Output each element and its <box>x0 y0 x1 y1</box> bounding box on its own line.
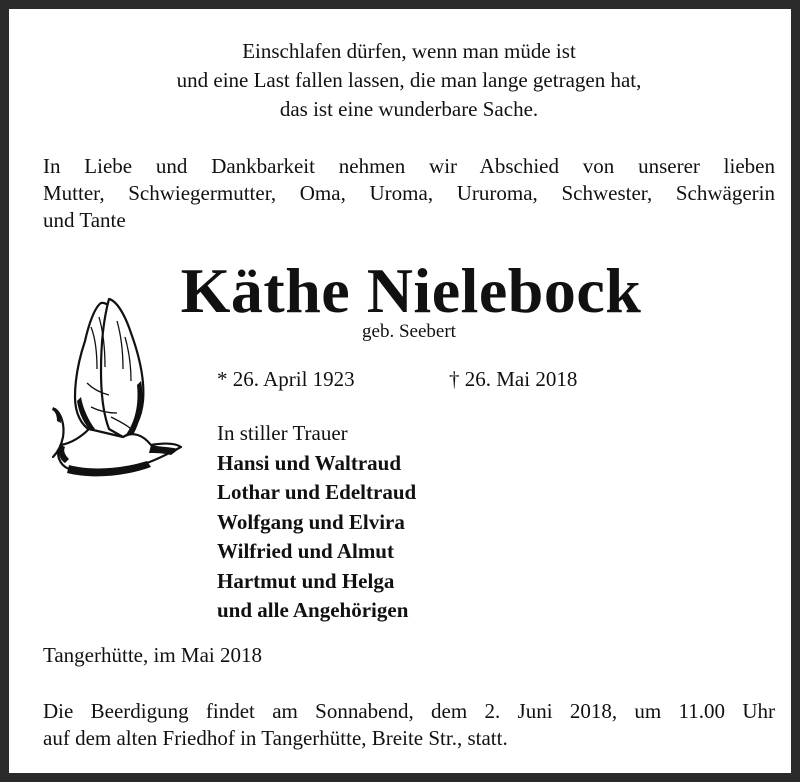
intro-line: In Liebe und Dankbarkeit nehmen wir Abschied von unserer lieben <box>43 154 775 178</box>
poem-line: und eine Last fallen lassen, die man lange getragen hat, <box>176 68 642 92</box>
intro-line: und Tante <box>43 208 126 232</box>
deceased-name: Käthe Nielebock <box>180 255 642 326</box>
mourner-name: Hartmut und Helga <box>217 568 395 593</box>
place-date: Tangerhütte, im Mai 2018 <box>43 643 262 667</box>
mourner-name: Wilfried und Almut <box>217 539 394 563</box>
death-date: † 26. Mai 2018 <box>449 367 578 391</box>
mourning-heading: In stiller Trauer <box>217 421 348 445</box>
poem <box>9 37 800 124</box>
mourner-name: Wolfgang und Elvira <box>217 509 405 534</box>
funeral-line: Die Beerdigung findet am Sonnabend, dem 2. Juni 2018, um 11.00 Uhr <box>43 699 775 723</box>
poem-line: Einschlafen dürfen, wenn man müde ist <box>242 39 576 63</box>
mourning-list <box>217 419 416 626</box>
praying-hands-icon <box>51 297 185 487</box>
maiden-name: geb. Seebert <box>362 321 456 342</box>
mourner-name: Lothar und Edeltraud <box>217 480 417 504</box>
poem-line: das ist eine wunderbare Sache. <box>279 97 539 121</box>
intro-line: Mutter, Schwiegermutter, Oma, Uroma, Ururoma, Schwester, Schwägerin <box>43 181 775 205</box>
mourner-name: Hansi und Waltraud <box>217 450 402 475</box>
intro-text <box>43 153 775 234</box>
birth-date: * 26. April 1923 <box>217 367 355 391</box>
funeral-info <box>43 698 775 752</box>
mourner-name: und alle Angehörigen <box>217 598 409 622</box>
funeral-line: auf dem alten Friedhof in Tangerhütte, Breite Str., statt. <box>43 726 508 750</box>
